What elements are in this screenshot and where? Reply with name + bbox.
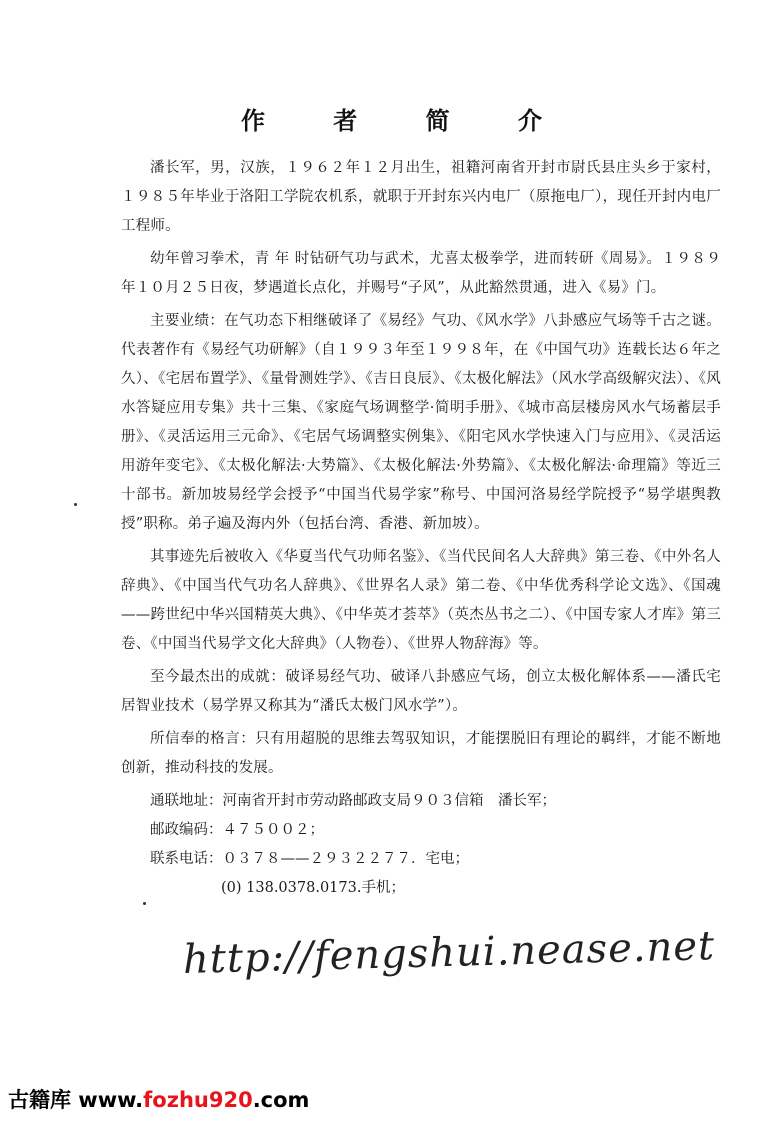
watermark-suffix: .com <box>252 1088 310 1112</box>
biography-body <box>121 154 721 903</box>
paragraph-greatest-achievement: 至今最杰出的成就：破译易经气功、破译八卦感应气场，创立太极化解体系——潘氏宅居智业技术（易学界又称其为“潘氏太极门风水学”）。 <box>121 669 721 714</box>
paragraph-motto: 所信奉的格言：只有用超脱的思维去驾驭知识，才能摆脱旧有理论的羁绊，才能不断地创新，推动科技的发展。 <box>121 731 721 776</box>
contact-phone: 联系电话：０３７８——２９３２２７７．宅电； <box>150 851 469 867</box>
paragraph-early-years: 幼年曾习拳术，青 年 时钻研气功与武术，尤喜太极拳学，进而转研《周易》。１９８９年１０月２５日夜，梦遇道长点化，并赐号“子风”，从此豁然贯通，进入《易》门。 <box>121 251 721 296</box>
scan-speck <box>143 902 146 905</box>
contact-mobile: (0) 138.0378.0173.手机； <box>221 880 405 896</box>
contact-postcode: 邮政编码：４７５００２； <box>150 822 324 838</box>
watermark-prefix: 古籍库 www. <box>8 1088 144 1112</box>
site-watermark <box>8 1084 309 1114</box>
paragraph-personal-info: 潘长军，男，汉族，１９６２年１２月出生，祖籍河南省开封市尉氏县庄头乡于家村，１９８５年毕业于洛阳工学院农机系，就职于开封东兴内电厂（原拖电厂），现任开封内电厂工程师。 <box>121 160 721 234</box>
scan-speck <box>74 503 77 506</box>
contact-address: 通联地址：河南省开封市劳动路邮政支局９０３信箱 潘长军； <box>150 793 556 809</box>
handwritten-website-url: http://fengshui.nease.net <box>182 923 716 983</box>
watermark-highlight: fozhu920 <box>143 1088 253 1112</box>
paragraph-recognitions: 其事迹先后被收入《华夏当代气功师名鉴》、《当代民间名人大辞典》第三卷、《中外名人辞典》、《中国当代气功名人辞典》、《世界名人录》第二卷、《中华优秀科学论文选》、《国魂——跨世纪中华兴国精英大典》、《中华英才荟萃》（英杰丛书之二）、《中国专家人才库》第三卷、《中国当代易学文化大辞典》（人物卷）、《世界人物辞海》等。 <box>121 549 721 652</box>
page-title: 作 者 简 介 <box>240 106 573 135</box>
paragraph-achievements: 主要业绩：在气功态下相继破译了《易经》气功、《风水学》八卦感应气场等千古之谜。代表著作有《易经气功研解》（自１９９３年至１９９８年，在《中国气功》连载长达６年之久）、《宅居布置学》、《量骨测姓学》、《吉日良辰》、《太极化解法》（风水学高级解灾法）、《风水答疑应用专集》共十三集、《家庭气场调整学·简明手册》、《城市高层楼房风水气场蓄层手册》、《灵活运用三元命》、《宅居气场调整实例集》、《阳宅风水学快速入门与应用》、《灵活运用游年变宅》、《太极化解法·大势篇》、《太极化解法·外势篇》、《太极化解法·命理篇》等近三十部书。新加坡易经学会授予“中国当代易学家”称号、中国河洛易经学院授予“易学堪舆教授”职称。弟子遍及海内外（包括台湾、香港、新加坡）。 <box>121 313 721 532</box>
